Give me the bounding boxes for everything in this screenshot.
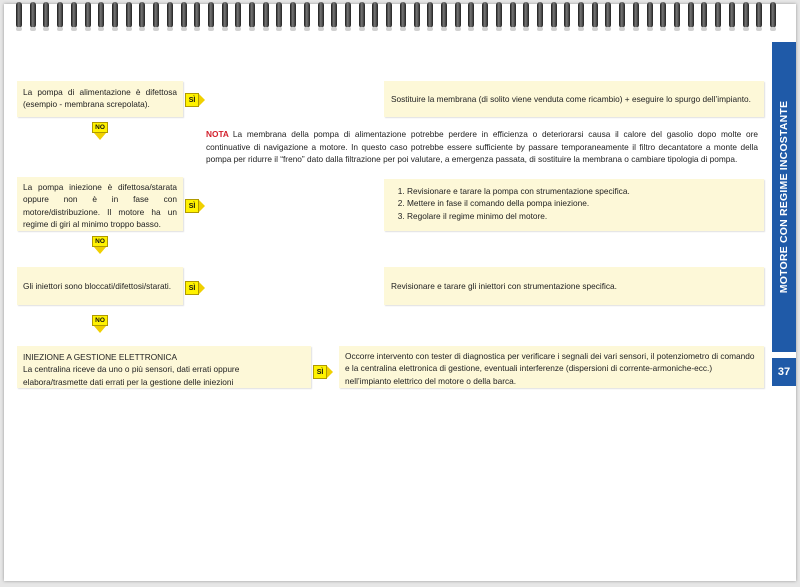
binding-ring (441, 2, 447, 28)
binding-hole (756, 27, 762, 31)
binding-hole (715, 27, 721, 31)
binding-hole (208, 27, 214, 31)
binding-hole (372, 27, 378, 31)
binding-ring (318, 2, 324, 28)
binding-ring (468, 2, 474, 28)
binding-ring (743, 2, 749, 28)
binding-hole (43, 27, 49, 31)
action-step: 2. Mettere in fase il comando della pompa iniezione. (407, 197, 757, 209)
nota-text: La membrana della pompa di alimentazione potrebbe perdere in efficienza o deteriorarsi causa il calore del gasolio dopo molte ore continuative di navigazione a motore. In questo caso potrebbe essere sufficiente by passare temporaneamente il filtro decantatore a monte della pompa per ridurre il “freno” dato dalla filtrazione per poi valutare, a emergenza passata, di sostituire la membrana o cambiare tipologia di pompa. (206, 129, 758, 165)
binding-ring (414, 2, 420, 28)
binding-ring (647, 2, 653, 28)
action-step: 1. Revisionare e tarare la pompa con strumentazione specifica. (407, 185, 757, 197)
binding-hole (564, 27, 570, 31)
binding-ring (427, 2, 433, 28)
binding-ring (112, 2, 118, 28)
arrow-down-icon (94, 247, 106, 254)
binding-ring (633, 2, 639, 28)
binding-ring (359, 2, 365, 28)
binding-ring (564, 2, 570, 28)
binding-ring (85, 2, 91, 28)
binding-ring (208, 2, 214, 28)
no-label: NO (92, 315, 108, 326)
yes-arrow (313, 365, 333, 379)
binding-hole (235, 27, 241, 31)
binding-hole (386, 27, 392, 31)
binding-ring (592, 2, 598, 28)
binding-ring (331, 2, 337, 28)
binding-hole (482, 27, 488, 31)
binding-ring (30, 2, 36, 28)
binding-ring (276, 2, 282, 28)
binding-hole (468, 27, 474, 31)
binding-ring (153, 2, 159, 28)
binding-ring (605, 2, 611, 28)
no-label: NO (92, 122, 108, 133)
binding-hole (16, 27, 22, 31)
nota-label: NOTA (206, 129, 229, 139)
condition-box-fuel-pump (17, 81, 183, 117)
yes-label: SÌ (313, 365, 327, 379)
condition-box-injection-pump (17, 177, 183, 231)
section-tab-label: MOTORE CON REGIME INCOSTANTE (778, 100, 790, 294)
binding-hole (71, 27, 77, 31)
binding-hole (167, 27, 173, 31)
no-label: NO (92, 236, 108, 247)
binding-ring (304, 2, 310, 28)
binding-hole (290, 27, 296, 31)
condition-text: La pompa iniezione è difettosa/starata oppure non è in fase con motore/distribuzione. Il motore ha un regime di giri al minimo troppo basso. (23, 182, 177, 230)
binding-hole (359, 27, 365, 31)
binding-ring (126, 2, 132, 28)
binding-ring (688, 2, 694, 28)
binding-hole (57, 27, 63, 31)
binding-ring (139, 2, 145, 28)
binding-ring (71, 2, 77, 28)
binding-hole (139, 27, 145, 31)
binding-hole (441, 27, 447, 31)
binding-ring (537, 2, 543, 28)
spiral-binding (0, 0, 800, 32)
action-text: Occorre intervento con tester di diagnostica per verificare i segnali dei vari sensori, il potenziometro di comando e la centralina elettronica di gestione, eventuali interferenze (dispersioni di corrente-armoniche-ecc.) nell’impianto elettrico del motore o della barca. (345, 351, 755, 386)
condition-box-electronic-injection (17, 346, 311, 388)
arrow-right-icon (327, 366, 333, 378)
binding-hole (633, 27, 639, 31)
binding-ring (167, 2, 173, 28)
binding-ring (729, 2, 735, 28)
yes-label: SÌ (185, 199, 199, 213)
action-box-membrane (384, 81, 764, 117)
binding-hole (153, 27, 159, 31)
condition-title: INIEZIONE A GESTIONE ELETTRONICA (23, 352, 177, 362)
binding-hole (318, 27, 324, 31)
binding-ring (701, 2, 707, 28)
binding-hole (112, 27, 118, 31)
binding-hole (30, 27, 36, 31)
binding-hole (551, 27, 557, 31)
yes-label: SÌ (185, 93, 199, 107)
binding-hole (345, 27, 351, 31)
action-box-injection-pump (384, 179, 764, 231)
binding-ring (400, 2, 406, 28)
no-arrow (92, 236, 108, 256)
no-arrow (92, 122, 108, 142)
binding-hole (455, 27, 461, 31)
binding-hole (304, 27, 310, 31)
binding-ring (263, 2, 269, 28)
yes-arrow (185, 281, 205, 295)
binding-hole (729, 27, 735, 31)
binding-ring (551, 2, 557, 28)
binding-hole (523, 27, 529, 31)
arrow-down-icon (94, 326, 106, 333)
binding-ring (674, 2, 680, 28)
binding-hole (85, 27, 91, 31)
binding-hole (249, 27, 255, 31)
binding-hole (331, 27, 337, 31)
binding-ring (482, 2, 488, 28)
binding-ring (770, 2, 776, 28)
binding-ring (715, 2, 721, 28)
action-box-electronic-injection (339, 346, 764, 388)
binding-hole (701, 27, 707, 31)
binding-ring (222, 2, 228, 28)
arrow-down-icon (94, 133, 106, 140)
binding-hole (578, 27, 584, 31)
binding-ring (181, 2, 187, 28)
binding-ring (290, 2, 296, 28)
binding-hole (414, 27, 420, 31)
binding-hole (660, 27, 666, 31)
binding-ring (756, 2, 762, 28)
binding-hole (496, 27, 502, 31)
binding-hole (276, 27, 282, 31)
binding-ring (578, 2, 584, 28)
binding-hole (222, 27, 228, 31)
binding-hole (674, 27, 680, 31)
binding-hole (126, 27, 132, 31)
binding-ring (98, 2, 104, 28)
page-number: 37 (772, 358, 796, 386)
binding-ring (194, 2, 200, 28)
binding-hole (619, 27, 625, 31)
binding-ring (372, 2, 378, 28)
yes-arrow (185, 93, 205, 107)
binding-ring (386, 2, 392, 28)
binding-ring (510, 2, 516, 28)
binding-hole (194, 27, 200, 31)
action-text: Revisionare e tarare gli iniettori con strumentazione specifica. (391, 280, 617, 291)
binding-hole (743, 27, 749, 31)
binding-hole (537, 27, 543, 31)
binding-hole (400, 27, 406, 31)
binding-hole (647, 27, 653, 31)
binding-hole (592, 27, 598, 31)
yes-label: SÌ (185, 281, 199, 295)
arrow-right-icon (199, 200, 205, 212)
binding-hole (98, 27, 104, 31)
yes-arrow (185, 199, 205, 213)
condition-text: La pompa di alimentazione è difettosa (esempio - membrana screpolata). (23, 87, 177, 110)
nota-paragraph (206, 128, 758, 166)
action-box-injectors (384, 267, 764, 305)
binding-hole (605, 27, 611, 31)
binding-ring (235, 2, 241, 28)
binding-ring (249, 2, 255, 28)
no-arrow (92, 315, 108, 335)
binding-ring (455, 2, 461, 28)
arrow-right-icon (199, 282, 205, 294)
binding-hole (263, 27, 269, 31)
binding-hole (510, 27, 516, 31)
binding-ring (496, 2, 502, 28)
binding-ring (619, 2, 625, 28)
binding-ring (43, 2, 49, 28)
arrow-right-icon (199, 94, 205, 106)
binding-hole (770, 27, 776, 31)
action-steps-list (391, 185, 757, 222)
action-step: 3. Regolare il regime minimo del motore. (407, 210, 757, 222)
binding-hole (688, 27, 694, 31)
condition-text: Gli iniettori sono bloccati/difettosi/starati. (23, 280, 172, 291)
condition-box-injectors (17, 267, 183, 305)
action-text: Sostituire la membrana (di solito viene venduta come ricambio) + eseguire lo spurgo dell’impianto. (391, 93, 751, 104)
binding-ring (523, 2, 529, 28)
binding-ring (345, 2, 351, 28)
binding-ring (660, 2, 666, 28)
binding-hole (427, 27, 433, 31)
binding-hole (181, 27, 187, 31)
binding-ring (57, 2, 63, 28)
condition-text: La centralina riceve da uno o più sensori, dati errati oppure elabora/trasmette dati errati per la gestione delle iniezioni (23, 364, 240, 387)
binding-ring (16, 2, 22, 28)
